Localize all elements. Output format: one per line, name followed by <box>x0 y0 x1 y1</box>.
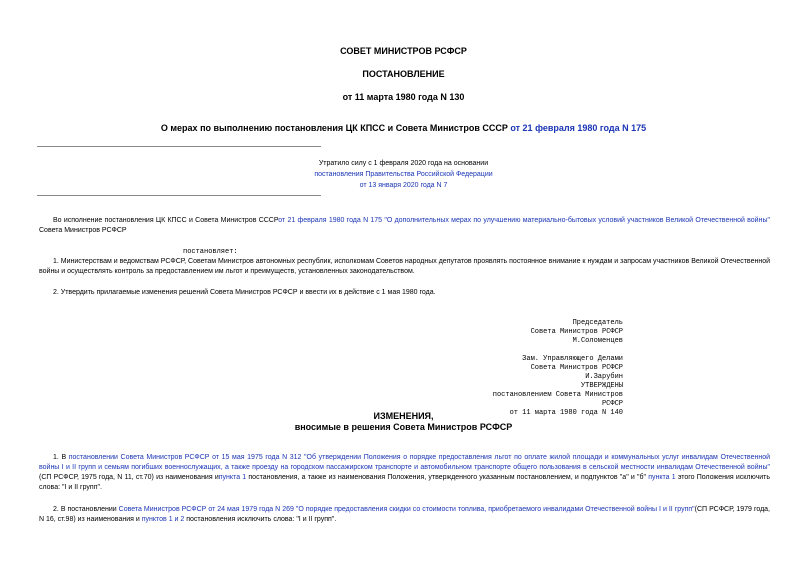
deputy-org: Совета Министров РСФСР <box>530 364 623 372</box>
title-link[interactable]: от 21 февраля 1980 года N 175 <box>510 123 647 133</box>
status-line-2 <box>0 169 807 180</box>
paragraph-1 <box>39 257 770 277</box>
intro-link[interactable]: от 21 февраля 1980 года N 175 "О дополнительных мерах по улучшению материально-бытовых условий участников Великой Отечественной войны" <box>278 217 770 224</box>
item-1-clause-link[interactable]: пункта 1 <box>218 474 247 481</box>
changes-title: ИЗМЕНЕНИЯ, <box>373 411 434 421</box>
change-item-1 <box>39 453 770 493</box>
status-line-3 <box>0 180 807 191</box>
approved-line-2: постановлением Совета Министров <box>492 391 623 399</box>
paragraph-1-text: 1. Министерствам и ведомствам РСФСР, Советам Министров автономных республик, исполкомам Советов народных депутатов проявлять постоянное внимание к нуждам и запросам участников Великой Отечественной войны и осуществлять контроль за предоставлением им льгот и преимуществ, установленных законодательством. <box>39 258 770 275</box>
item-1-mid-2: постановления, а также из наименования Положения, утвержденного указанным постановлением, и подпунктов "а" и "б" <box>246 474 649 481</box>
status-line-1: Утратило силу с 1 февраля 2020 года на основании <box>318 160 489 167</box>
changes-subtitle: вносимые в решения Совета Министров РСФСР <box>294 422 513 432</box>
doc-type-heading: ПОСТАНОВЛЕНИЕ <box>362 69 445 79</box>
item-1-subclause-link[interactable]: пункта 1 <box>648 474 676 481</box>
change-item-2 <box>39 505 770 525</box>
approved-line-4: от 11 марта 1980 года N 140 <box>509 409 623 417</box>
issuer-heading: СОВЕТ МИНИСТРОВ РСФСР <box>340 46 467 56</box>
resolves-word: постановляет: <box>183 248 238 256</box>
signature-block <box>493 319 623 418</box>
approved-line-1: УТВЕРЖДЕНЫ <box>580 382 623 390</box>
item-2-clauses-link[interactable]: пунктов 1 и 2 <box>141 516 185 523</box>
date-heading: от 11 марта 1980 года N 130 <box>342 92 465 102</box>
signature-name: М.Соломенцев <box>572 337 623 345</box>
divider-bottom <box>37 195 321 196</box>
approved-line-3: РСФСР <box>601 400 623 408</box>
status-date-link[interactable]: от 13 января 2020 года N 7 <box>359 182 448 189</box>
title-text: О мерах по выполнению постановления ЦК КПСС и Совета Министров СССР <box>160 123 511 133</box>
intro-suffix: Совета Министров РСФСР <box>39 227 127 234</box>
item-1-decree-link[interactable]: постановлении Совета Министров РСФСР от 15 мая 1975 года N 312 "Об утверждении Положения о порядке предоставления льгот по оплате жилой площади и коммунальных услуг инвалидам Отечественной войны I и II групп и семьям погибших военнослужащих, а также проезду на городском пассажирском транспорте и автомобильном транспорте общего пользования в сельской местности инвалидам Отечественной войны" <box>39 454 770 471</box>
item-1-suffix: этого Положения исключить слова: "I и II групп". <box>39 474 771 491</box>
deputy-name: И.Зарубин <box>585 373 623 381</box>
item-2-prefix: 2. В постановлении <box>53 506 119 513</box>
status-decree-link[interactable]: постановления Правительства Российской Федерации <box>314 171 493 178</box>
signature-org: Совета Министров РСФСР <box>530 328 623 336</box>
item-2-mid-1: (СП РСФСР, 1979 года, N 16, ст.98) из наименования и <box>39 506 771 523</box>
item-2-suffix: постановления исключить слова: "I и II групп". <box>184 516 337 523</box>
item-2-decree-link[interactable]: Совета Министров РСФСР от 24 мая 1979 года N 269 "О порядке предоставления скидки со стоимости топлива, приобретаемого инвалидами Отечественной войны I и II групп" <box>118 506 695 513</box>
deputy-role: Зам. Управляющего Делами <box>522 355 623 363</box>
document-title <box>0 123 807 134</box>
signature-role: Председатель <box>572 319 623 327</box>
paragraph-2-text: 2. Утвердить прилагаемые изменения решений Совета Министров РСФСР и ввести их в действие с 1 мая 1980 года. <box>53 289 436 296</box>
intro-prefix: Во исполнение постановления ЦК КПСС и Совета Министров СССР <box>53 217 279 224</box>
item-1-mid-1: (СП РСФСР, 1975 года, N 11, ст.70) из наименования и <box>39 474 219 481</box>
intro-paragraph <box>39 216 770 236</box>
divider-top <box>37 146 321 147</box>
paragraph-2 <box>39 288 770 298</box>
item-1-prefix: 1. В <box>53 454 69 461</box>
